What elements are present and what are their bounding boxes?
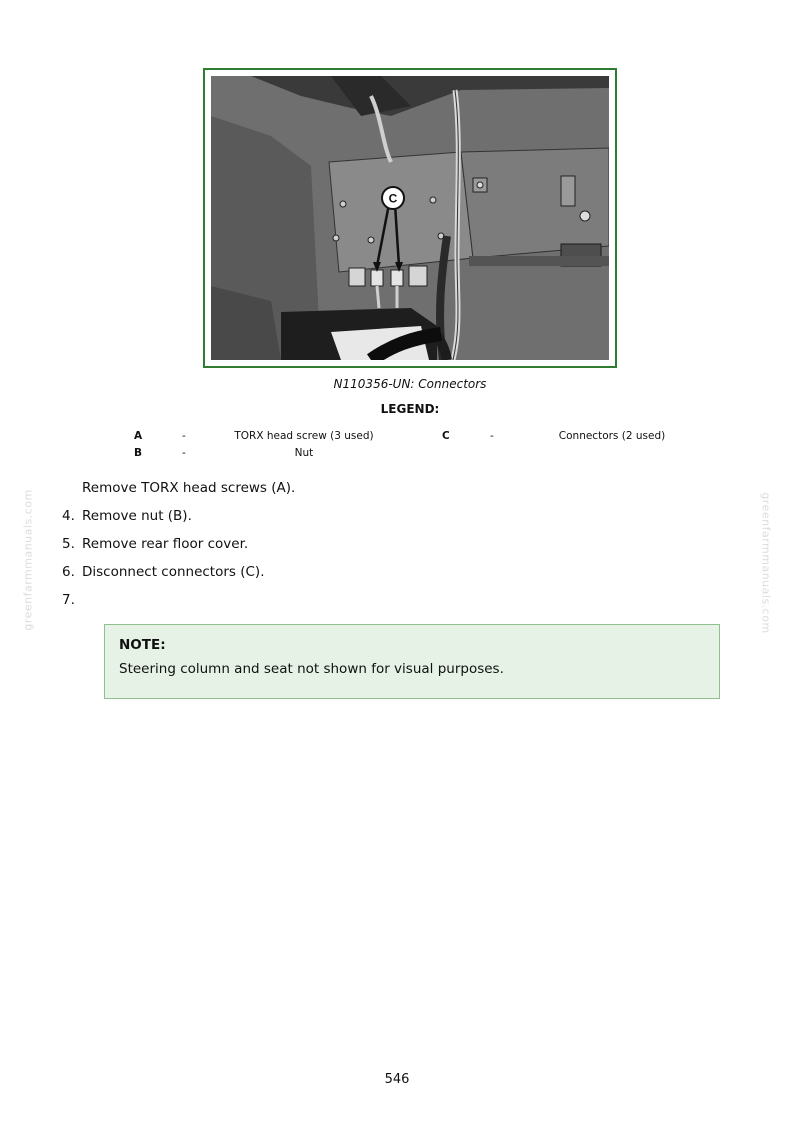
figure-frame: [203, 68, 617, 368]
legend-title: LEGEND:: [380, 402, 440, 416]
figure-caption: N110356-UN: Connectors: [333, 377, 487, 391]
page-number: 546: [384, 1072, 410, 1087]
connectors-illustration: [211, 76, 609, 360]
step-text: Remove TORX head screws (A).: [82, 480, 296, 496]
callout-c-label: C: [388, 191, 398, 206]
legend-text: TORX head screw (3 used): [234, 430, 374, 442]
legend-dash: -: [182, 447, 186, 459]
step-text: Remove nut (B).: [82, 508, 192, 524]
step-number: 6.: [62, 564, 75, 580]
legend-text: Connectors (2 used): [558, 430, 666, 442]
watermark-right: greenfarmmanuals.com: [759, 492, 773, 634]
legend-key: A: [134, 430, 143, 442]
note-title: NOTE:: [119, 637, 166, 653]
legend-dash: -: [182, 430, 186, 442]
step-number: 5.: [62, 536, 75, 552]
legend-key: B: [134, 447, 143, 459]
step-number: 4.: [62, 508, 75, 524]
step-text: Remove rear floor cover.: [82, 536, 249, 552]
legend-key: C: [442, 430, 450, 442]
note-text: Steering column and seat not shown for visual purposes.: [119, 661, 504, 677]
legend-dash: -: [490, 430, 494, 442]
note-box: [104, 624, 720, 699]
legend-text: Nut: [294, 447, 314, 459]
step-number: 7.: [62, 592, 75, 608]
watermark-left: greenfarmmanuals.com: [21, 489, 35, 631]
step-text: Disconnect connectors (C).: [82, 564, 265, 580]
